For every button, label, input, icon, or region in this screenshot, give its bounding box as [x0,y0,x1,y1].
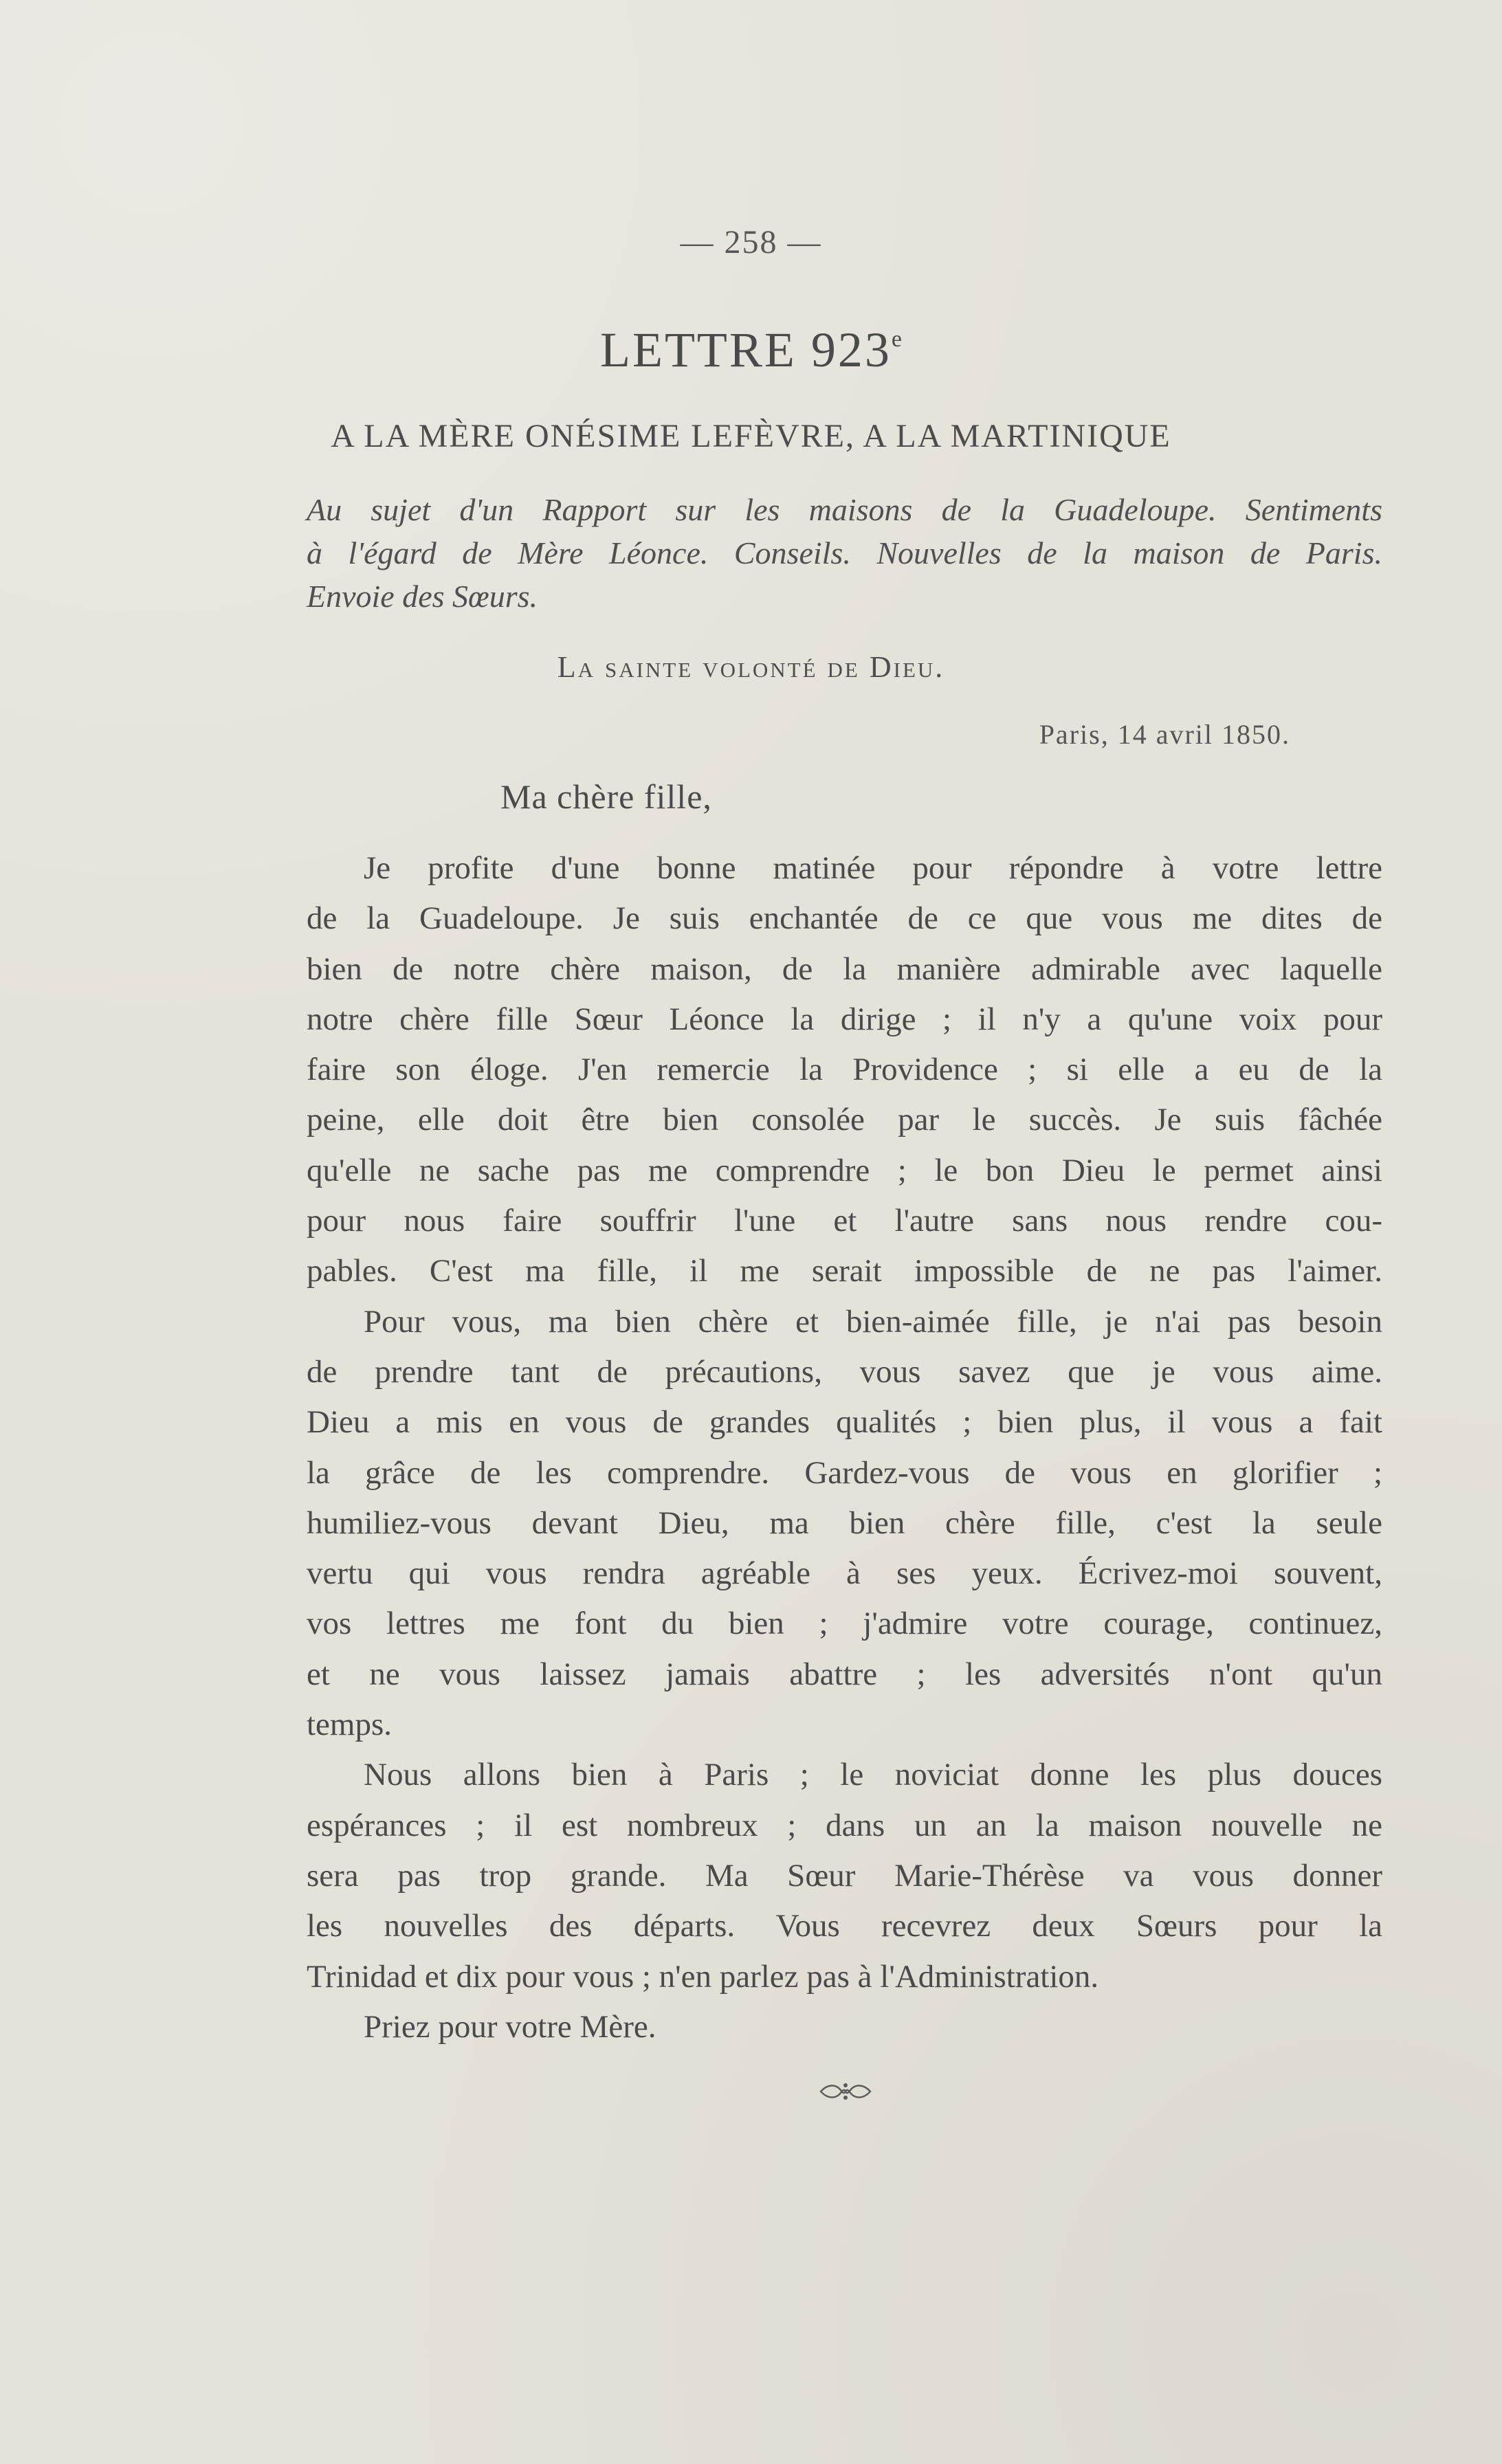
body-line: pour nous faire souffrir l'une et l'autre sans nous rendre cou- [307,1203,1382,1239]
body-line: Trinidad et dix pour vous ; n'en parlez pas à l'Administration. [307,1958,1099,1995]
body-line: Priez pour votre Mère. [364,2008,656,2045]
body-line: espérances ; il est nombreux ; dans un an la maison nouvelle ne [307,1807,1382,1843]
body-line: de prendre tant de précautions, vous savez que je vous aime. [307,1353,1382,1390]
body-line: bien de notre chère maison, de la manière admirable avec laquelle [307,951,1382,987]
body-line: notre chère fille Sœur Léonce la dirige ; il n'y a qu'une voix pour [307,1001,1382,1037]
letter-date: Paris, 14 avril 1850. [1039,719,1290,750]
letter-recipient: A LA MÈRE ONÉSIME LEFÈVRE, A LA MARTINIQUE [331,418,1171,454]
body-line: qu'elle ne sache pas me comprendre ; le bon Dieu le permet ainsi [307,1152,1382,1188]
summary-line: Au sujet d'un Rapport sur les maisons de la Guadeloupe. Sentiments [307,492,1382,527]
letter-salutation: Ma chère fille, [500,777,712,816]
body-line: humiliez-vous devant Dieu, ma bien chère fille, c'est la seule [307,1505,1382,1541]
body-line: Dieu a mis en vous de grandes qualités ; bien plus, il vous a fait [307,1404,1382,1441]
body-line: temps. [307,1707,393,1743]
body-line: pables. C'est ma fille, il me serait impossible de ne pas l'aimer. [307,1253,1382,1289]
body-line: de la Guadeloupe. Je suis enchantée de ce que vous me dites de [307,900,1382,937]
body-line: Nous allons bien à Paris ; le noviciat donne les plus douces [364,1757,1382,1793]
summary-line: à l'égard de Mère Léonce. Conseils. Nouvelles de la maison de Paris. [307,535,1382,570]
letter-title [0,322,1502,379]
body-line: Pour vous, ma bien chère et bien-aimée fille, je n'ai pas besoin [364,1303,1382,1340]
letter-motto: La sainte volonté de Dieu. [557,650,945,684]
page-number: — 258 — [680,224,822,260]
body-line: vos lettres me font du bien ; j'admire votre courage, continuez, [307,1606,1382,1642]
letter-body [307,843,1382,2052]
ornament-flourish-icon [818,2080,873,2103]
body-line: sera pas trop grande. Ma Sœur Marie-Thérèse va vous donner [307,1857,1382,1894]
body-line: et ne vous laissez jamais abattre ; les adversités n'ont qu'un [307,1656,1382,1692]
letter-title-suffix: e [891,326,903,352]
body-line: vertu qui vous rendra agréable à ses yeux. Écrivez-moi souvent, [307,1555,1382,1592]
body-line: peine, elle doit être bien consolée par le succès. Je suis fâchée [307,1102,1382,1138]
body-line: les nouvelles des départs. Vous recevrez deux Sœurs pour la [307,1908,1382,1944]
letter-title-text: LETTRE 923 [599,322,892,377]
letter-summary [307,488,1382,618]
body-line: la grâce de les comprendre. Gardez-vous de vous en glorifier ; [307,1454,1382,1491]
body-line: Je profite d'une bonne matinée pour répondre à votre lettre [364,850,1382,886]
body-line: faire son éloge. J'en remercie la Providence ; si elle a eu de la [307,1052,1382,1088]
summary-line: Envoie des Sœurs. [307,579,538,614]
